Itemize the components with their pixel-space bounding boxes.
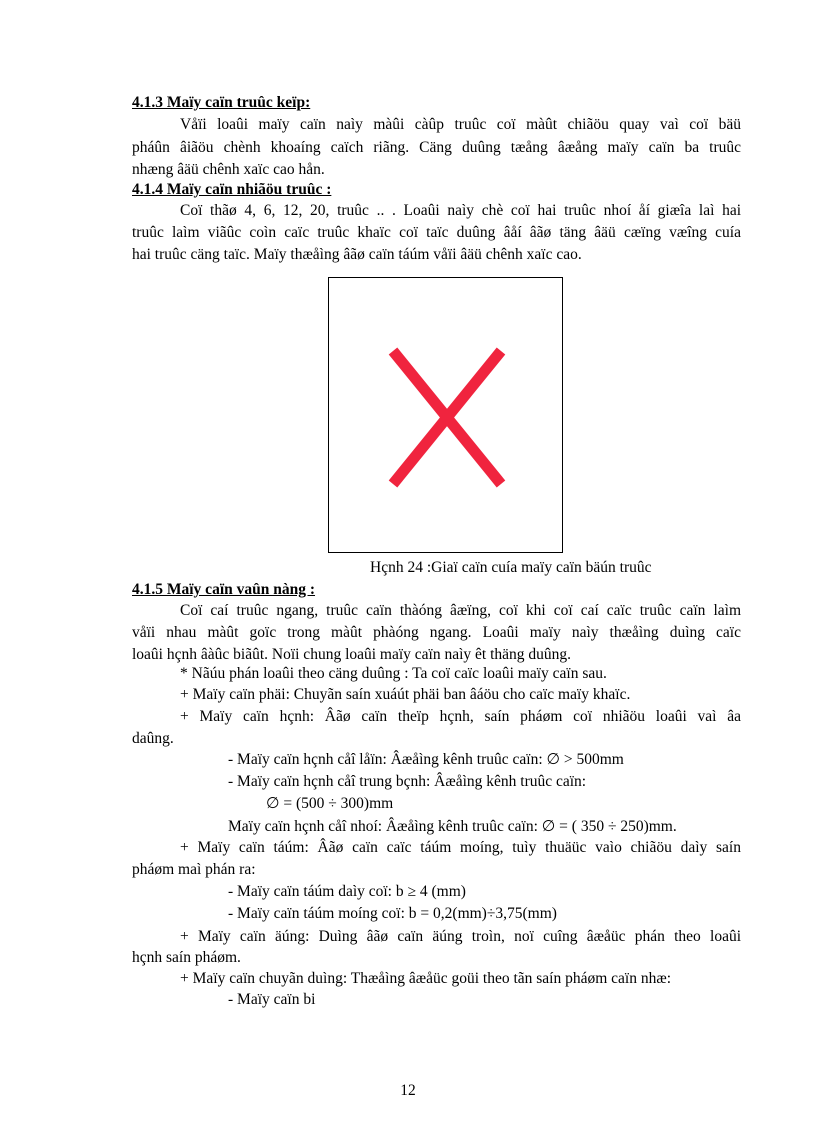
paragraph-line: hçnh saín pháøm. <box>132 949 241 966</box>
paragraph-line: truûc laìm viãûc coìn caïc truûc khaïc coï taïc duûng âåí âãø täng âäü cæïng væîng cuía <box>132 224 741 241</box>
paragraph-line: Coï thãø 4, 6, 12, 20, truûc .. . Loaûi naìy chè coï hai truûc nhoí åí giæîa laì hai <box>180 202 741 219</box>
page-number: 12 <box>400 1082 416 1099</box>
paragraph-line: nhæng âäü chênh xaïc cao hån. <box>132 161 325 178</box>
paragraph-line: pháûn âiãöu chènh khoaíng caïch riãng. Cäng duûng tæång âæång maïy caïn ba truûc <box>132 139 741 156</box>
paragraph-line: hai truûc cäng taïc. Maïy thæåìng âãø caïn táúm våïi âäü chênh xaïc cao. <box>132 246 582 263</box>
paragraph-line: + Maïy caïn táúm: Âãø caïn caïc táúm moíng, tuìy thuäüc vaìo chiãöu daìy saín <box>180 839 741 856</box>
paragraph-line: * Nãúu phán loaûi theo cäng duûng : Ta coï caïc loaûi maïy caïn sau. <box>180 665 607 682</box>
paragraph-line: pháøm maì phán ra: <box>132 861 256 878</box>
paragraph-line: loaûi hçnh âàûc biãût. Noïi chung loaûi maïy caïn naìy êt thäng duûng. <box>132 646 572 663</box>
paragraph-line: våïi nhau màût goïc trong màût phàóng ngang. Loaûi maïy naìy thæåìng duìng caïc <box>132 624 741 641</box>
figure-placeholder <box>328 277 563 553</box>
section-heading-4-1-4: 4.1.4 Maïy caïn nhiãöu truûc : <box>132 181 332 198</box>
section-heading-4-1-5: 4.1.5 Maïy caïn vaûn nàng : <box>132 581 316 598</box>
paragraph-line: Våïi loaûi maïy caïn naìy màûi càûp truûc coï màût chiãöu quay vaì coï bäü <box>180 116 741 133</box>
list-item: - Maïy caïn táúm moíng coï: b = 0,2(mm)÷3,75(mm) <box>228 905 557 922</box>
broken-image-x-icon <box>329 278 561 551</box>
figure-caption: Hçnh 24 :Giaï caïn cuía maïy caïn bäún truûc <box>370 559 652 576</box>
paragraph-line: + Maïy caïn chuyãn duìng: Thæåìng âæåüc goüi theo tãn saín pháøm caïn nhæ: <box>180 970 672 987</box>
paragraph-line: Coï caí truûc ngang, truûc caïn thàóng âæïng, coï khi coï caí caïc truûc caïn laìm <box>180 602 741 619</box>
list-item: - Maïy caïn hçnh cåî låïn: Âæåìng kênh truûc caïn: ∅ > 500mm <box>228 751 624 768</box>
paragraph-line: daûng. <box>132 730 174 747</box>
paragraph-line: + Maïy caïn phäi: Chuyãn saín xuáút phäi ban âáöu cho caïc maïy khaïc. <box>180 686 631 703</box>
list-item: - Maïy caïn bi <box>228 991 316 1008</box>
formula-line: ∅ = (500 ÷ 300)mm <box>266 795 394 812</box>
paragraph-line: + Maïy caïn äúng: Duìng âãø caïn äúng troìn, noï cuîng âæåüc phán theo loaûi <box>180 928 741 945</box>
paragraph-line: + Maïy caïn hçnh: Âãø caïn theïp hçnh, saín pháøm coï nhiãöu loaûi vaì âa <box>180 708 741 725</box>
list-item: - Maïy caïn táúm daìy coï: b ≥ 4 (mm) <box>228 883 466 900</box>
section-heading-4-1-3: 4.1.3 Maïy caïn truûc keïp: <box>132 94 311 111</box>
list-item: Maïy caïn hçnh cåî nhoí: Âæåìng kênh truûc caïn: ∅ = ( 350 ÷ 250)mm. <box>228 818 677 835</box>
list-item: - Maïy caïn hçnh cåî trung bçnh: Âæåìng kênh truûc caïn: <box>228 773 587 790</box>
